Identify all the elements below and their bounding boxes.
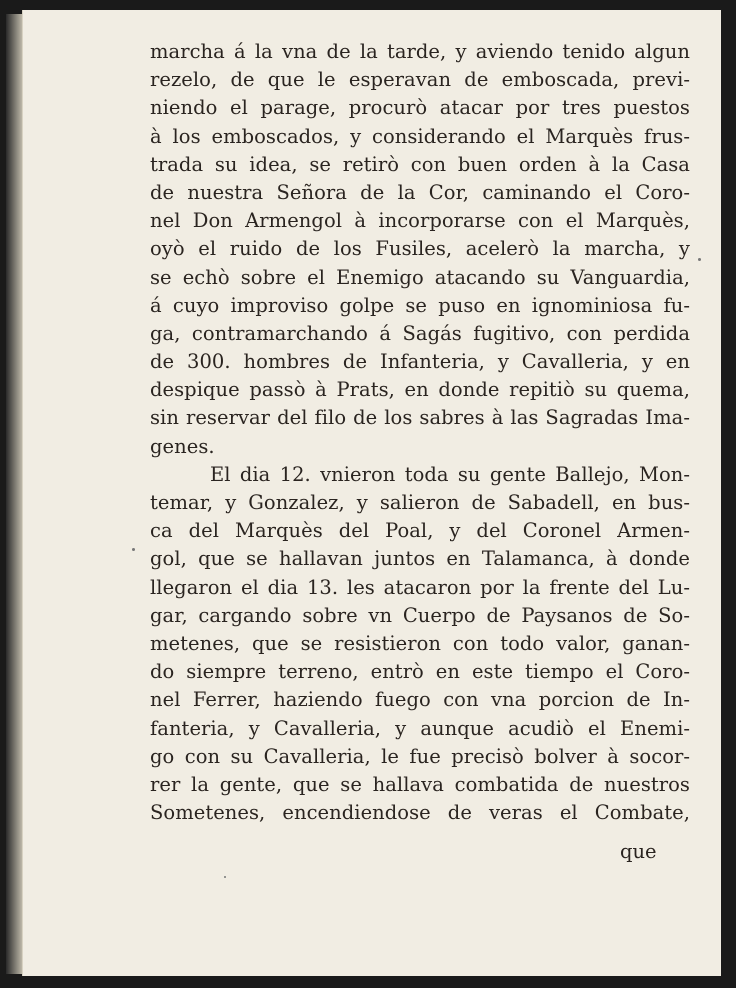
- text-line: se echò sobre el Enemigo atacando su Vanguardia,: [150, 265, 690, 289]
- text-line: temar, y Gonzalez, y salieron de Sabadell, en bus-: [150, 491, 690, 514]
- text-line: rer la gente, que se hallava combatida de nuestros: [150, 772, 690, 796]
- text-line: niendo el parage, procurò atacar por tres puestos: [150, 96, 690, 120]
- text-line: go con su Cavalleria, le fue precisò bolver à socor-: [150, 744, 690, 768]
- text-line: ga, contramarchando á Sagás fugitivo, con perdida: [150, 321, 690, 345]
- text-line: de nuestra Señora de la Cor, caminando el Coro-: [150, 180, 690, 204]
- text-line: rezelo, de que le esperavan de emboscada, previ-: [150, 68, 690, 92]
- text-line: gol, que se hallavan juntos en Talamanca, à donde: [150, 547, 690, 571]
- text-line: llegaron el dia 13. les atacaron por la frente del Lu-: [150, 575, 690, 599]
- text-line: do siempre terreno, entrò en este tiempo el Coro-: [150, 660, 690, 684]
- paper-speck: [132, 548, 135, 551]
- text-line: metenes, que se resistieron con todo valor, ganan-: [150, 631, 690, 655]
- text-line: à los emboscados, y considerando el Marquès frus-: [150, 124, 690, 148]
- paper-speck: [698, 258, 701, 261]
- text-line: ca del Marquès del Poal, y del Coronel Armen-: [150, 519, 690, 543]
- text-line: despique passò à Prats, en donde repitiò su quema,: [150, 378, 690, 402]
- text-line: marcha á la vna de la tarde, y aviendo tenido algun: [150, 40, 690, 63]
- text-line: trada su idea, se retirò con buen orden à la Casa: [150, 152, 690, 176]
- text-line: gar, cargando sobre vn Cuerpo de Paysanos de So-: [150, 603, 690, 627]
- text-line: fanteria, y Cavalleria, y aunque acudiò el Enemi-: [150, 716, 690, 740]
- text-line: nel Don Armengol à incorporarse con el Marquès,: [150, 209, 690, 233]
- text-line: nel Ferrer, haziendo fuego con vna porcion de In-: [150, 688, 690, 712]
- paragraph-start-line: El dia 12. vnieron toda su gente Ballejo, Mon-: [210, 462, 690, 486]
- paper-speck: [224, 876, 226, 878]
- text-line: sin reservar del filo de los sabres à las Sagradas Ima-: [150, 406, 690, 430]
- text-line: oyò el ruido de los Fusiles, acelerò la marcha, y: [150, 237, 690, 261]
- catchword: que: [620, 840, 657, 863]
- text-line: Sometenes, encendiendose de veras el Combate,: [150, 801, 690, 825]
- text-line: de 300. hombres de Infanteria, y Cavalleria, y en: [150, 350, 690, 374]
- text-line: á cuyo improviso golpe se puso en ignominiosa fu-: [150, 293, 690, 317]
- text-line: genes.: [150, 434, 215, 458]
- body-text: [150, 38, 690, 827]
